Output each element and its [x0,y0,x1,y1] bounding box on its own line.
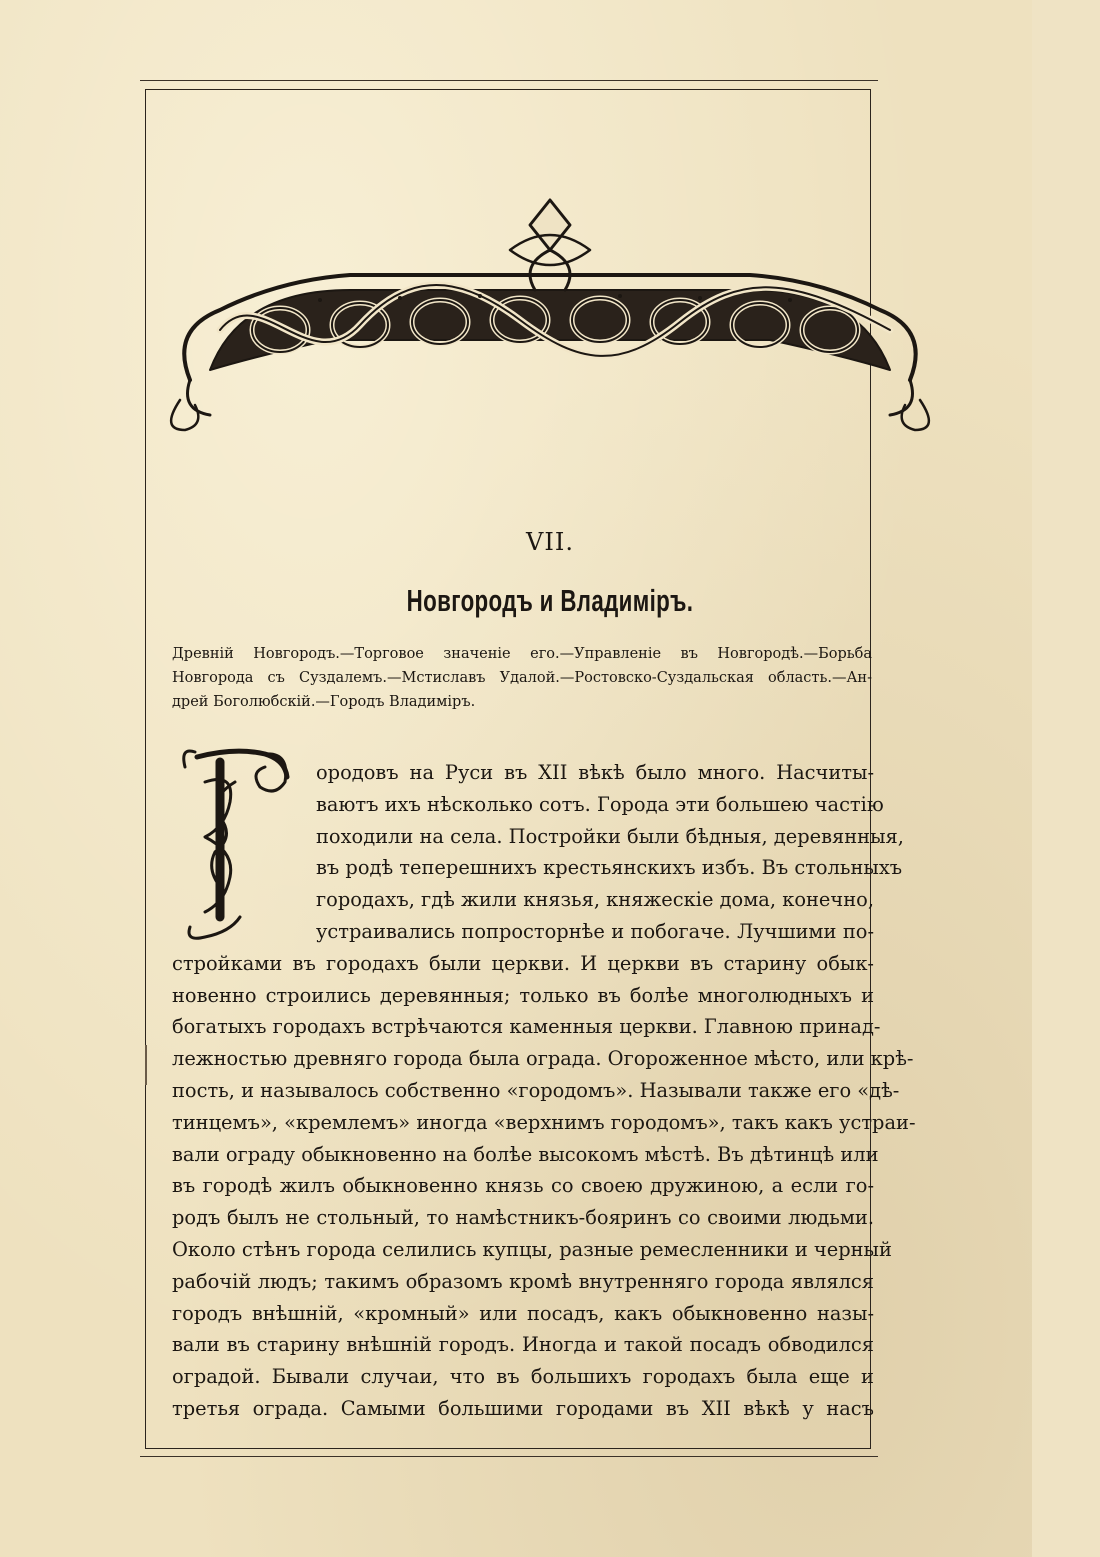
chapter-title: Новгородъ и Владиміръ. [406,583,694,618]
body-text [172,757,916,1425]
text-line: богатыхъ городахъ встрѣчаются каменныя церкви. Главною принад- [172,1015,881,1039]
text-line: ородовъ на Руси въ XII вѣкѣ было много. Насчиты- [316,761,874,784]
chapter-number: VII. [526,528,574,556]
top-rule [140,80,878,81]
summary-line: Древній Новгородъ.—Торговое значеніе его.—Управленіе въ Новгородѣ.—Борьба [172,646,872,662]
chapter-summary [172,642,872,714]
summary-line: Новгорода съ Суздалемъ.—Мстиславъ Удалой.—Ростовско-Суздальская область.—Ан- [172,670,872,686]
text-line: городахъ, гдѣ жили князья, княжескіе дома, конечно, [316,888,874,912]
text-line: вали ограду обыкновенно на болѣе высокомъ мѣстѣ. Въ дѣтинцѣ или [172,1142,879,1166]
text-line: ваютъ ихъ нѣсколько сотъ. Города эти большею частію [316,792,884,816]
text-line: походили на села. Постройки были бѣдныя, деревянныя, [316,824,904,848]
text-line: оградой. Бывали случаи, что въ большихъ городахъ была еще и [172,1365,874,1389]
text-line: родъ былъ не стольный, то намѣстникъ-бояринъ со своими людьми. [172,1206,874,1230]
summary-line: дрей Боголюбскій.—Городъ Владиміръ. [172,694,476,710]
text-line: тинцемъ», «кремлемъ» иногда «верхнимъ городомъ», такъ какъ устраи- [172,1110,916,1134]
text-line: новенно строились деревянныя; только въ болѣе многолюдныхъ и [172,983,874,1007]
text-line: Около стѣнъ города селились купцы, разные ремесленники и черный [172,1237,892,1261]
text-line: устраивались попросторнѣе и побогаче. Лучшими по- [316,919,874,943]
text-line: вали въ старину внѣшній городъ. Иногда и такой посадъ обводился [172,1333,874,1357]
initial-letter: Г [219,764,319,938]
text-line: третья ограда. Самыми большими городами въ XII вѣкѣ у насъ [172,1396,874,1420]
text-line: городъ внѣшній, «кромный» или посадъ, какъ обыкновенно назы- [172,1301,874,1325]
ornamental-headpiece-icon [150,180,950,430]
bottom-rule [140,1456,878,1457]
text-line: въ городѣ жилъ обыкновенно князь со своею дружиною, а если го- [172,1174,874,1198]
text-line: рабочій людъ; такимъ образомъ кромѣ внутренняго города являлся [172,1269,874,1293]
text-line: стройками въ городахъ были церкви. И церкви въ старину обык- [172,951,874,975]
text-line: въ родѣ теперешнихъ крестьянскихъ избъ. Въ стольныхъ [316,856,903,880]
text-line: пость, и называлось собственно «городомъ». Называли также его «дѣ- [172,1078,900,1102]
text-line: лежностью древняго города была ограда. Огороженное мѣсто, или крѣ- [172,1047,914,1071]
margin-mark [145,1045,147,1085]
